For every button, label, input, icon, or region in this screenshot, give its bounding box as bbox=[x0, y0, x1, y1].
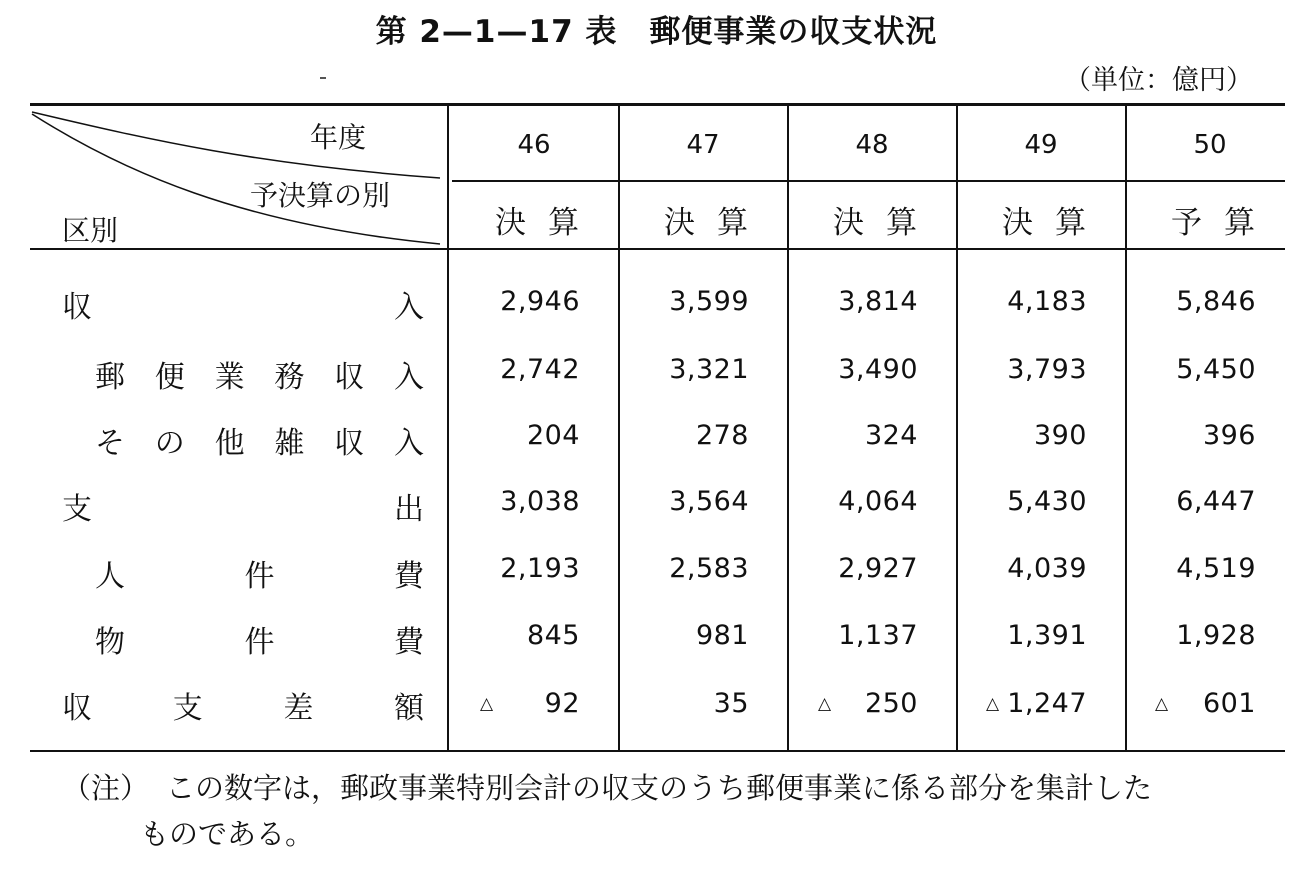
table-cell: 6,447 bbox=[1176, 486, 1256, 517]
table-cell: 4,064 bbox=[838, 486, 918, 517]
kind-header: 決算 bbox=[664, 205, 770, 241]
row-label-char: 支 bbox=[62, 492, 92, 527]
table-cell: 5,430 bbox=[1007, 486, 1087, 517]
row-label-char: 入 bbox=[393, 360, 424, 395]
row-label-char: 支 bbox=[172, 691, 203, 726]
row-label-char: そ bbox=[95, 426, 125, 461]
row-label-char: 費 bbox=[394, 625, 424, 660]
table-cell: 2,583 bbox=[669, 553, 749, 584]
row-label-char: 収 bbox=[334, 426, 365, 461]
table-cell: 2,742 bbox=[500, 354, 580, 385]
row-label-misc-revenue bbox=[95, 418, 424, 462]
row-label-char: 収 bbox=[334, 360, 365, 395]
table-cell: 845 bbox=[526, 620, 580, 651]
row-label-char: 収 bbox=[62, 290, 92, 325]
header-mid-rule bbox=[452, 180, 1285, 182]
table-cell: 3,321 bbox=[669, 354, 749, 385]
table-cell: 3,038 bbox=[500, 486, 580, 517]
kind-header: 予算 bbox=[1171, 205, 1277, 241]
table-cell: 1,247 bbox=[1007, 688, 1087, 719]
table-cell: 3,599 bbox=[669, 286, 749, 317]
table-cell: 4,183 bbox=[1007, 286, 1087, 317]
row-label-char: 業 bbox=[214, 360, 245, 395]
row-label-materials bbox=[95, 617, 424, 661]
row-label-char: 物 bbox=[95, 625, 125, 660]
header-year-label: 年度 bbox=[310, 121, 367, 154]
table-cell: 601 bbox=[1202, 688, 1256, 719]
deficit-triangle-icon: △ bbox=[1155, 694, 1169, 714]
footnote-line-2: ものである。 bbox=[140, 817, 315, 851]
row-label-char: 郵 bbox=[95, 360, 125, 395]
row-label-char: 出 bbox=[394, 492, 424, 527]
header-kind-label: 予決算の別 bbox=[250, 179, 391, 212]
table-cell: 981 bbox=[695, 620, 749, 651]
row-label-char: 収 bbox=[62, 691, 92, 726]
table-bottom-rule bbox=[30, 750, 1285, 752]
row-label-personnel bbox=[95, 551, 424, 595]
row-label-char: 人 bbox=[95, 559, 125, 594]
table-cell: 92 bbox=[544, 688, 580, 719]
row-label-char: 便 bbox=[154, 360, 185, 395]
unit-label: （単位：億円） bbox=[1064, 65, 1253, 96]
row-label-char: 費 bbox=[394, 559, 424, 594]
row-label-char: 入 bbox=[393, 426, 424, 461]
row-label-char: 差 bbox=[283, 691, 314, 726]
table-cell: 1,928 bbox=[1176, 620, 1256, 651]
table-cell: 1,391 bbox=[1007, 620, 1087, 651]
year-header: 46 bbox=[517, 130, 551, 160]
kind-header: 決算 bbox=[833, 205, 939, 241]
deficit-triangle-icon: △ bbox=[480, 694, 494, 714]
table-cell: 3,490 bbox=[838, 354, 918, 385]
table-cell: 1,137 bbox=[838, 620, 918, 651]
year-header: 48 bbox=[855, 130, 889, 160]
row-label-char: 務 bbox=[274, 360, 305, 395]
table-cell: 4,519 bbox=[1176, 553, 1256, 584]
footnote-line-1 bbox=[62, 765, 1292, 811]
table-cell: 324 bbox=[864, 420, 918, 451]
table-cell: 3,814 bbox=[838, 286, 918, 317]
row-label-char: 額 bbox=[393, 691, 424, 726]
table-cell: 278 bbox=[695, 420, 749, 451]
table-cell: 5,450 bbox=[1176, 354, 1256, 385]
deficit-triangle-icon: △ bbox=[818, 694, 832, 714]
row-label-revenue bbox=[62, 282, 424, 326]
table-cell: 396 bbox=[1202, 420, 1256, 451]
deficit-triangle-icon: △ bbox=[986, 694, 1000, 714]
footnote-text: この数字は，郵政事業特別会計の収支のうち郵便事業に係る部分を集計した bbox=[166, 771, 1153, 805]
table-cell: 5,846 bbox=[1176, 286, 1256, 317]
row-label-char: 件 bbox=[244, 625, 275, 660]
header-category-label: 区別 bbox=[62, 214, 119, 247]
row-label-postal-revenue bbox=[95, 352, 424, 396]
table-cell: 204 bbox=[526, 420, 580, 451]
year-header: 50 bbox=[1193, 130, 1227, 160]
table-cell: 250 bbox=[864, 688, 918, 719]
row-label-balance bbox=[62, 683, 424, 727]
table-title: 第 2—1—17 表 郵便事業の収支状況 bbox=[375, 14, 938, 50]
row-label-expenditure bbox=[62, 484, 424, 528]
row-label-char: 雑 bbox=[274, 426, 305, 461]
kind-header: 決算 bbox=[495, 205, 601, 241]
row-label-char: の bbox=[154, 426, 185, 461]
year-header: 49 bbox=[1024, 130, 1058, 160]
table-cell: 2,946 bbox=[500, 286, 580, 317]
footnote-mark: （注） bbox=[62, 771, 150, 805]
table-cell: 3,564 bbox=[669, 486, 749, 517]
table-cell: 2,927 bbox=[838, 553, 918, 584]
kind-header: 決算 bbox=[1002, 205, 1108, 241]
row-label-char: 入 bbox=[394, 290, 424, 325]
table-cell: 2,193 bbox=[500, 553, 580, 584]
footnote bbox=[62, 765, 1292, 857]
row-label-char: 件 bbox=[244, 559, 275, 594]
table-cell: 35 bbox=[713, 688, 749, 719]
table-cell: 3,793 bbox=[1007, 354, 1087, 385]
row-label-char: 他 bbox=[214, 426, 245, 461]
table-cell: 4,039 bbox=[1007, 553, 1087, 584]
year-header: 47 bbox=[686, 130, 720, 160]
table-cell: 390 bbox=[1033, 420, 1087, 451]
